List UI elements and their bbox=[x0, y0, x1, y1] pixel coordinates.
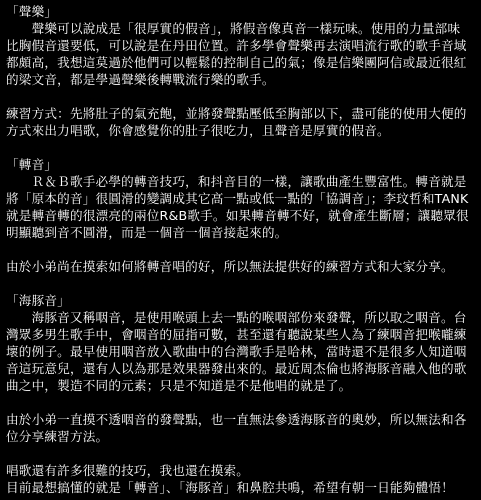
paragraph-line: 壞的例子。最早使用咽音放入歌曲中的台灣歌手是哈林，當時還不是很多人知道咽 bbox=[6, 344, 467, 359]
practice-line: 由於小弟尚在摸索如何將轉音唱的好，所以無法提供好的練習方式和大家分享。 bbox=[6, 259, 454, 274]
paragraph-spacer bbox=[6, 139, 478, 156]
practice-line: 練習方式：先將肚子的氣充飽，並將發聲點壓低至胸部以下，盡可能的使用大便的 bbox=[6, 106, 467, 121]
section-heading-dolphin: 「海豚音」 bbox=[6, 293, 70, 308]
paragraph-spacer bbox=[6, 394, 478, 411]
section-heading-falsetto: 「聲樂」 bbox=[6, 4, 58, 19]
paragraph-spacer bbox=[6, 88, 478, 105]
paragraph-line: 明顯聽到音不圓滑，而是一個音一個音接起來的。 bbox=[6, 225, 288, 240]
closing-line: 唱歌還有許多很難的技巧，我也還在摸索。 bbox=[6, 463, 250, 478]
paragraph-line: 聲樂可以說成是「很厚實的假音」，將假音像真音一樣玩味。使用的力量部味 bbox=[6, 21, 461, 36]
closing-line: 目前最想搞懂的就是「轉音」、「海豚音」和鼻腔共鳴，希望有朝一日能夠體悟！ bbox=[6, 480, 454, 495]
paragraph-line: 灣眾多男生歌手中，會咽音的屈指可數，甚至還有聽說某些人為了練咽音把喉嚨練 bbox=[6, 327, 467, 342]
paragraph-line: 海豚音又稱咽音，是使用喉頭上去一點的喉咽部份來發聲，所以取之咽音。台 bbox=[6, 310, 467, 325]
article-body bbox=[6, 3, 478, 496]
paragraph-line: 都頗高，我想這莫過於他們可以輕鬆的控制自己的氣；像是信樂團阿信或最近很紅 bbox=[6, 55, 467, 70]
section-heading-turn: 「轉音」 bbox=[6, 157, 58, 172]
paragraph-line: 音這玩意兒，還有人以為那是效果器發出來的。最近周杰倫也將海豚音融入他的歌 bbox=[6, 361, 467, 376]
paragraph-spacer bbox=[6, 445, 478, 462]
paragraph-spacer bbox=[6, 241, 478, 258]
paragraph-line: Ｒ＆Ｂ歌手必學的轉音技巧，和抖音目的一樣，讓歌曲產生豐富性。轉音就是 bbox=[6, 174, 467, 189]
paragraph-line: 就是轉音轉的很漂亮的兩位R&B歌手。如果轉音轉不好，就會產生斷層；讓聽眾很 bbox=[6, 208, 469, 223]
paragraph-line: 的梁文音，都是學過聲樂後轉戰流行樂的歌手。 bbox=[6, 72, 275, 87]
paragraph-line: 將「原本的音」很圓滑的變調成其它高一點或低一點的「協調音」；李玟哲和TANK bbox=[6, 191, 469, 206]
practice-line: 方式來出力唱歌，你會感覺你的肚子很吃力，且聲音是厚實的假音。 bbox=[6, 123, 390, 138]
paragraph-line: 曲之中，製造不同的元素；只是不知道是不是他唱的就是了。 bbox=[6, 378, 352, 393]
paragraph-line: 比胸假音還要低，可以說是在丹田位置。許多學會聲樂再去演唱流行歌的歌手音域 bbox=[6, 38, 467, 53]
paragraph-spacer bbox=[6, 275, 478, 292]
practice-line: 位分享練習方法。 bbox=[6, 429, 109, 444]
practice-line: 由於小弟一直摸不透咽音的發聲點，也一直無法參透海豚音的奧妙，所以無法和各 bbox=[6, 412, 467, 427]
